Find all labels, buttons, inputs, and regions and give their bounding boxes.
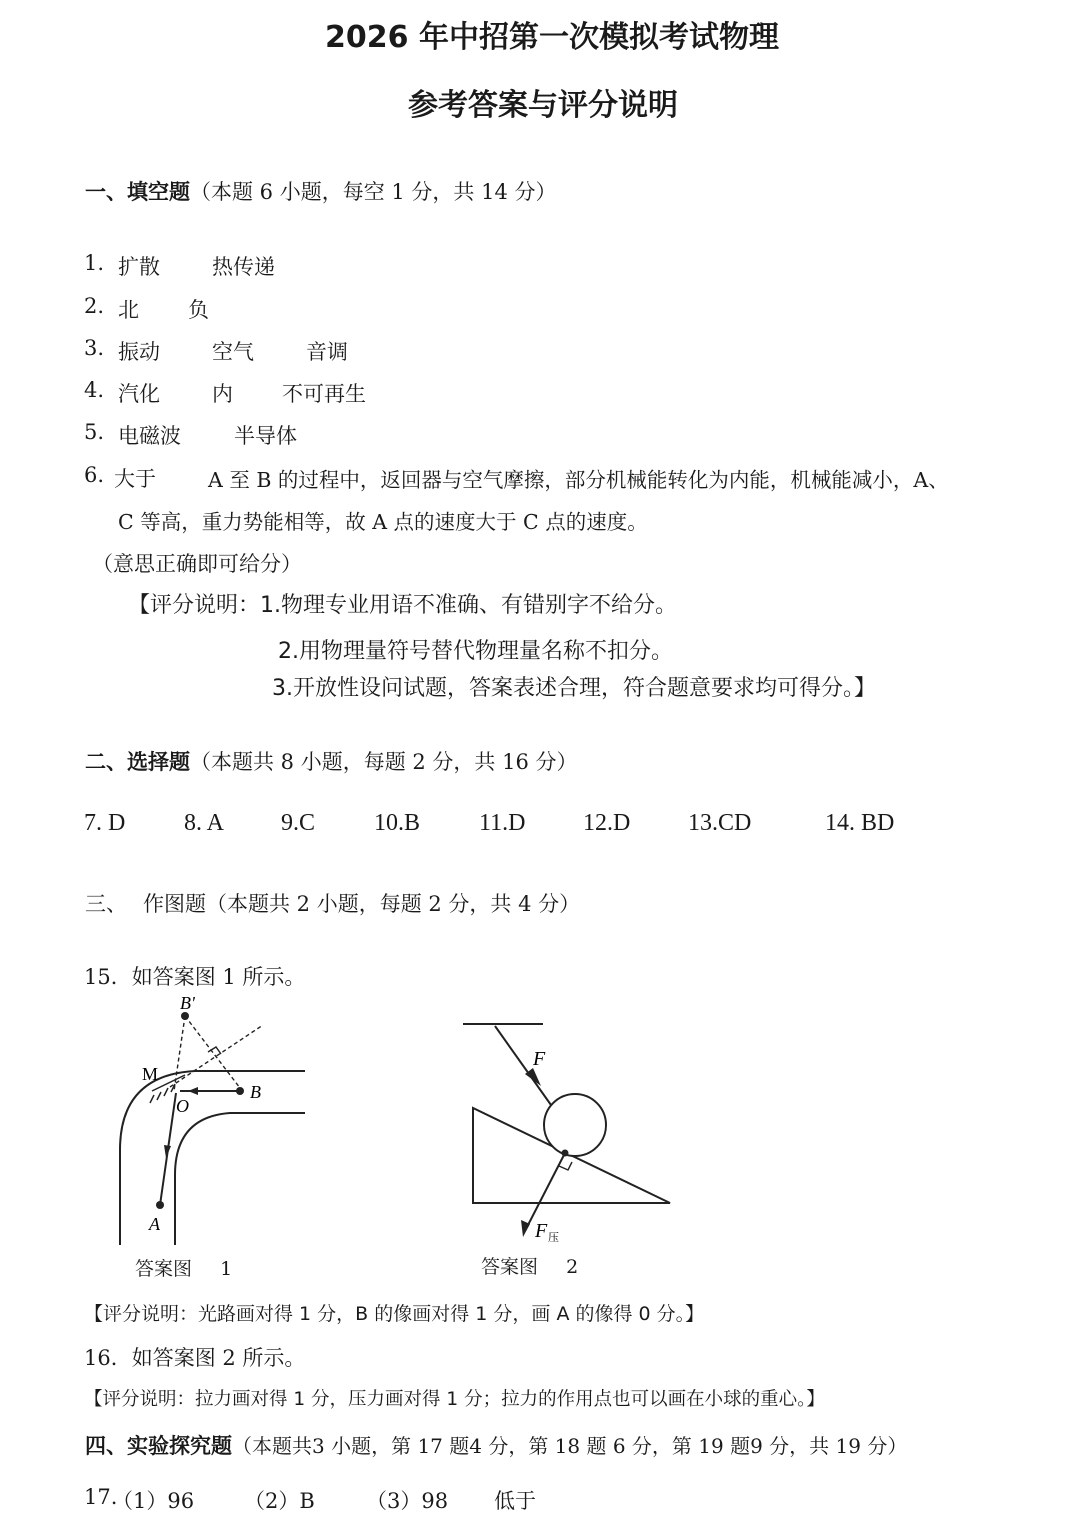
dashed-image-line <box>185 1016 240 1088</box>
q15-grading-note: 【评分说明：光路画对得 1 分，B 的像画对得 1 分，画 A 的像得 0 分。】 <box>84 1303 705 1325</box>
caption-num: 1 <box>220 1258 233 1280</box>
grading-note-3: 3.开放性设问试题，答案表述合理，符合题意要求均可得分。】 <box>272 676 876 701</box>
section3-heading-num: 三、 <box>85 892 127 916</box>
label-f-press: F <box>535 1220 548 1242</box>
choice-answer: 11.D <box>479 810 526 836</box>
section2-header <box>85 746 578 776</box>
section2-heading: 二、选择题 <box>85 750 190 774</box>
choice-answer: 12.D <box>583 810 631 836</box>
caption-text: 答案图 <box>135 1258 193 1280</box>
contact-point <box>562 1150 569 1157</box>
q15-text: 15．如答案图 1 所示。 <box>84 965 306 989</box>
choice-answer: 10.B <box>374 810 421 836</box>
label-f-press-sub: 压 <box>548 1231 559 1244</box>
dashed-extension <box>174 1016 185 1091</box>
answer-value: 电磁波 <box>118 424 181 448</box>
figure-2-caption <box>481 1252 578 1279</box>
section4-heading: 四、实验探究题 <box>85 1434 232 1458</box>
answer-value: 汽化 <box>118 382 160 406</box>
figure-1-caption <box>135 1254 232 1281</box>
pressure-line <box>527 1153 565 1227</box>
q17-part2: （2）B <box>244 1489 315 1513</box>
answer-num: 1. <box>84 251 105 275</box>
section1-header <box>85 176 557 206</box>
section3-heading: 作图题 <box>143 892 206 916</box>
label-f: F <box>533 1048 546 1070</box>
choice-answer: 13.CD <box>688 810 752 836</box>
answer-row <box>84 294 209 322</box>
section1-desc: （本题 6 小题，每空 1 分，共 14 分） <box>190 180 557 204</box>
answer-value: 半导体 <box>234 424 297 448</box>
label-o: O <box>176 1096 189 1116</box>
q16-text: 16．如答案图 2 所示。 <box>84 1346 306 1370</box>
answer-num: 6. <box>84 463 105 487</box>
right-angle-mark-2 <box>559 1162 572 1170</box>
q17-part3: （3）98 <box>366 1489 449 1513</box>
q17-answers <box>84 1485 536 1513</box>
answer-num: 3. <box>84 336 105 360</box>
section1-heading: 一、填空题 <box>85 180 190 204</box>
answer-value: 空气 <box>212 340 254 364</box>
answer-value: 大于 <box>114 467 156 491</box>
answer-row <box>84 251 275 279</box>
label-b: B <box>250 1082 261 1102</box>
outer-wall <box>120 1071 305 1245</box>
choice-answer: 7. D <box>84 810 126 836</box>
label-b-image: B' <box>180 995 195 1013</box>
answer-value: 音调 <box>306 340 348 364</box>
answer-value: 热传递 <box>212 255 275 279</box>
answer-value: 北 <box>118 298 139 322</box>
figure-2-forces <box>455 1015 680 1250</box>
section3-desc: （本题共 2 小题，每题 2 分，共 4 分） <box>206 892 581 916</box>
page-title: 2026 年中招第一次模拟考试物理 <box>325 20 779 55</box>
choice-answer: 8. A <box>184 810 225 836</box>
point-b <box>236 1087 244 1095</box>
figure-1-light-path <box>100 995 315 1255</box>
q17-num: 17. <box>84 1485 118 1509</box>
q17-part4: 低于 <box>494 1489 536 1513</box>
section2-desc: （本题共 8 小题，每题 2 分，共 16 分） <box>190 750 578 774</box>
answer-value: 不可再生 <box>282 382 366 406</box>
section4-header <box>85 1430 907 1460</box>
arrow-incident <box>188 1087 198 1095</box>
point-b-image <box>181 1012 189 1020</box>
answer-value: 扩散 <box>118 255 160 279</box>
choice-answer: 9.C <box>281 810 316 836</box>
answer-num: 2. <box>84 294 105 318</box>
answer-reason-cont: C 等高，重力势能相等，故 A 点的速度大于 C 点的速度。 <box>118 510 648 534</box>
caption-num: 2 <box>566 1256 579 1278</box>
section3-header <box>85 888 581 918</box>
answer-value: 负 <box>188 298 209 322</box>
choice-answer: 14. BD <box>825 810 895 836</box>
answer-value: 内 <box>212 382 233 406</box>
page-subtitle: 参考答案与评分说明 <box>408 88 678 123</box>
answer-row <box>84 420 297 448</box>
answer-num: 5. <box>84 420 105 444</box>
section4-desc: （本题共3 小题，第 17 题4 分，第 18 题 6 分，第 19 题9 分，共 19 分） <box>232 1434 908 1458</box>
answer-value: 振动 <box>118 340 160 364</box>
inner-wall <box>175 1113 305 1245</box>
answer-note: （意思正确即可给分） <box>92 552 302 576</box>
q17-part1: （1）96 <box>112 1489 195 1513</box>
caption-text: 答案图 <box>481 1256 539 1278</box>
answer-row-q6 <box>84 463 949 492</box>
answer-row <box>84 378 366 406</box>
point-a <box>156 1201 164 1209</box>
label-a: A <box>149 1214 160 1234</box>
answer-row <box>84 336 348 364</box>
grading-note-1: 【评分说明：1.物理专业用语不准确、有错别字不给分。 <box>128 593 677 618</box>
grading-note-2: 2.用物理量符号替代物理量名称不扣分。 <box>278 639 673 664</box>
answer-reason: A 至 B 的过程中，返回器与空气摩擦，部分机械能转化为内能，机械能减小，A、 <box>208 468 949 492</box>
right-angle-mark <box>208 1047 221 1054</box>
label-m: M <box>142 1064 159 1084</box>
dashed-mirror-extension <box>170 1025 263 1087</box>
answer-num: 4. <box>84 378 105 402</box>
ball <box>544 1094 606 1156</box>
q16-grading-note: 【评分说明：拉力画对得 1 分，压力画对得 1 分；拉力的作用点也可以画在小球的重心。】 <box>84 1389 825 1410</box>
